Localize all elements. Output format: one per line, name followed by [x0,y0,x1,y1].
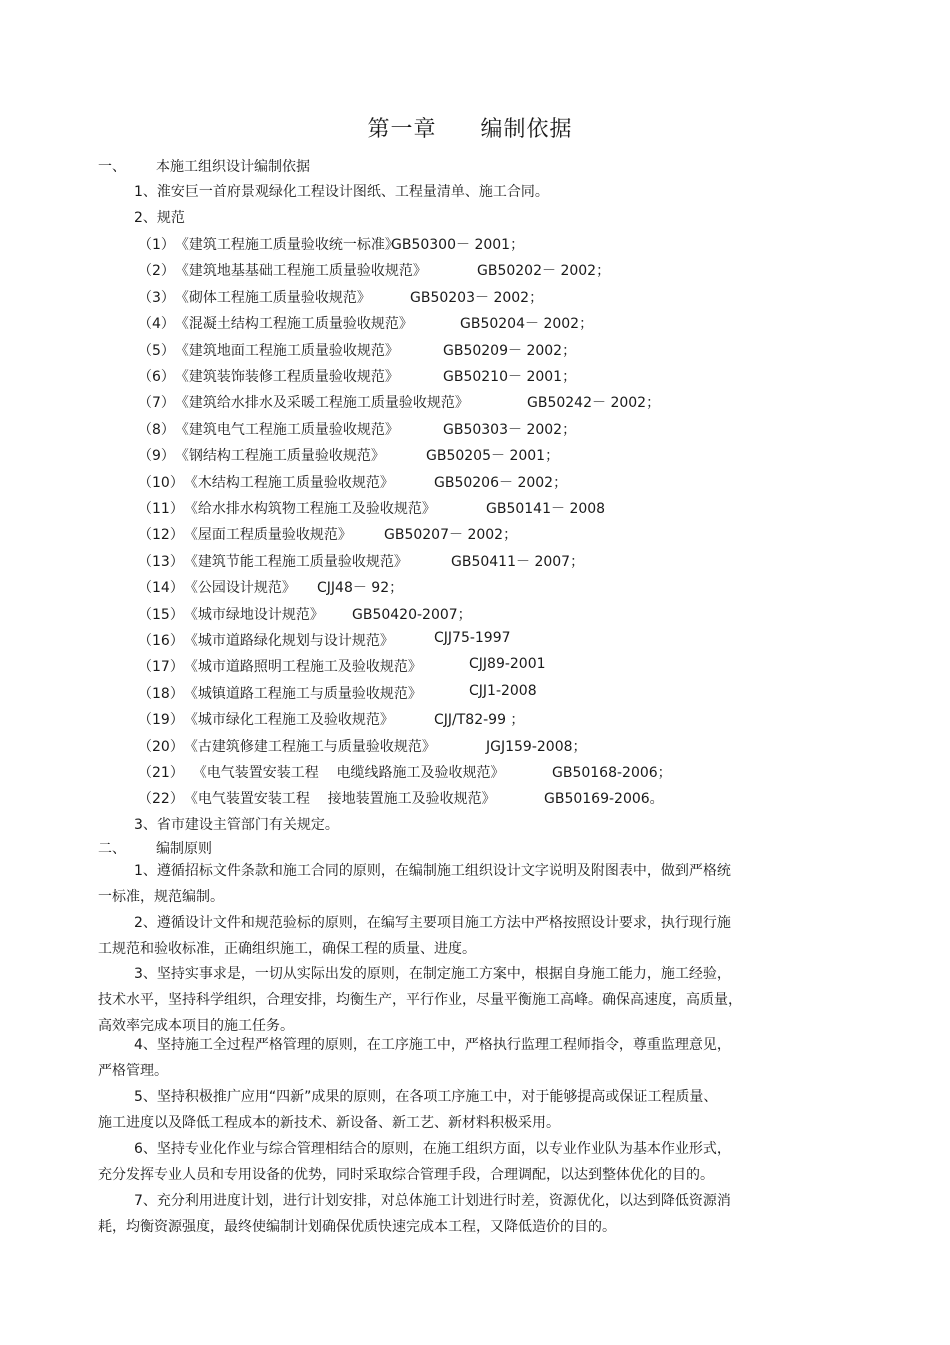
standard-name: 《古建筑修建工程施工与质量验收规范》 [183,738,436,755]
standard-index: （11） [138,501,184,517]
standard-item [138,366,577,386]
paragraph-line: 6、坚持专业化作业与综合管理相结合的原则，在施工组织方面，以专业作业队为基本作业形式， [134,1141,731,1157]
standard-index: （14） [138,580,184,597]
standard-item [138,656,546,676]
standard-item [138,551,585,571]
paragraph-line: 1、遵循招标文件条款和施工合同的原则，在编制施工组织设计文字说明及附图表中，做到严格统 [134,863,731,879]
standard-name: 《城市绿化工程施工及验收规范》 [183,712,394,729]
standard-code: GB50203－ 2002； [410,289,544,306]
standard-code: GB50300－ 2001； [391,237,525,253]
standard-name: 《城市绿地设计规范》 [183,606,324,623]
standard-index: （5） [138,342,175,359]
section-heading-2 [98,838,212,858]
standard-item [138,762,672,782]
standard-item [138,445,560,465]
standard-code: GB50206－ 2002； [434,474,568,491]
standard-index: （8） [138,421,175,438]
paragraph-line: 一标准，规范编制。 [98,889,224,905]
section-number: 一、 [98,159,126,175]
standard-item [138,736,587,756]
standard-name: 《城市道路绿化规划与设计规范》 [183,633,394,649]
standard-name: 《建筑给水排水及采暖工程施工质量验收规范》 [174,395,469,412]
standard-item [138,472,568,492]
standard-code: GB50420-2007； [352,606,472,623]
standard-code: GB50168-2006； [552,765,672,781]
standard-name: 《木结构工程施工质量验收规范》 [183,474,394,491]
standard-item [138,313,594,333]
standard-name: 《给水排水构筑物工程施工及验收规范》 [183,501,436,517]
standard-name: 《钢结构工程施工质量验收规范》 [174,448,385,465]
standard-index: （18） [138,685,184,702]
standard-name: 《混凝土结构工程施工质量验收规范》 [174,316,413,333]
paragraph-line: 高效率完成本项目的施工任务。 [98,1018,294,1034]
standard-code: CJJ75-1997 [434,630,511,646]
standard-item [138,498,606,518]
section-title: 本施工组织设计编制依据 [156,159,310,175]
principle-paragraph [98,858,778,910]
chapter-title [0,112,940,143]
standard-code: GB50141－ 2008 [486,501,606,517]
standard-index: （9） [138,448,175,465]
standard-item [138,340,577,360]
principle-paragraph [98,961,778,1039]
paragraph-line: 5、坚持积极推广应用“四新”成果的原则，在各项工序施工中，对于能够提高或保证工程质量、 [134,1089,718,1105]
standard-code: GB50207－ 2002； [384,527,518,544]
paragraph-line: 严格管理。 [98,1063,168,1079]
paragraph-line: 技术水平，坚持科学组织，合理安排，均衡生产，平行作业，尽量平衡施工高峰。确保高速度，高质量， [98,992,742,1008]
standard-name: 《建筑装饰装修工程质量验收规范》 [174,369,399,385]
paragraph-line: 施工进度以及降低工程成本的新技术、新设备、新工艺、新材料积极采用。 [98,1115,560,1131]
standard-name: 《公园设计规范》 [183,580,296,597]
standard-index: （13） [138,553,184,570]
standard-index: （2） [138,263,175,280]
standard-name: 《砌体工程施工质量验收规范》 [174,289,371,306]
standard-item [138,392,661,412]
standard-index: （22） [138,791,184,808]
standard-index: （7） [138,395,175,412]
paragraph-line: 工规范和验收标准，正确组织施工，确保工程的质量、进度。 [98,941,476,957]
standard-item [138,287,544,307]
standard-code: GB50210－ 2001； [443,369,577,385]
standard-index: （17） [138,659,184,676]
standard-name: 《建筑电气工程施工质量验收规范》 [174,421,399,438]
standard-item [138,234,525,254]
standard-name: 《建筑节能工程施工质量验收规范》 [183,553,408,570]
standard-item [138,524,518,544]
section-number: 二、 [98,841,126,857]
standard-item [138,709,525,729]
chapter-number: 第一章 [367,117,437,142]
standard-name: 《建筑地基基础工程施工质量验收规范》 [174,263,427,280]
standard-index: （12） [138,527,184,544]
standard-code: GB50303－ 2002； [443,421,577,438]
principle-paragraph [98,1136,778,1188]
chapter-name: 编制依据 [480,117,573,142]
standard-index: （3） [138,289,175,306]
standard-code: GB50242－ 2002； [527,395,661,412]
paragraph-line: 3、坚持实事求是，一切从实际出发的原则，在制定施工方案中，根据自身施工能力，施工经验， [134,966,731,982]
standard-item [138,630,511,650]
standard-code: CJJ/T82-99 ； [434,712,525,729]
standard-index: （6） [138,369,175,385]
standard-item [138,260,611,280]
principle-paragraph [98,1084,778,1136]
standard-name: 《建筑地面工程施工质量验收规范》 [174,342,399,359]
paragraph-line: 7、充分利用进度计划，进行计划安排，对总体施工计划进行时差，资源优化，以达到降低资源消 [134,1193,731,1209]
standard-index: （20） [138,738,184,755]
paragraph-line: 充分发挥专业人员和专用设备的优势，同时采取综合管理手段，合理调配，以达到整体优化的目的。 [98,1167,714,1183]
basis-item-3: 3、省市建设主管部门有关规定。 [134,817,339,833]
standard-index: （1） [138,237,175,253]
basis-item-2: 2、规范 [134,210,185,226]
principle-paragraph [98,1188,778,1240]
standard-code: JGJ159-2008； [486,738,587,755]
principle-paragraph [98,1032,778,1084]
standard-name: 《电气装置安装工程 接地装置施工及验收规范》 [183,791,496,808]
basis-item-1: 1、淮安巨一首府景观绿化工程设计图纸、工程量清单、施工合同。 [134,184,549,200]
standard-index: （19） [138,712,184,729]
standard-code: GB50204－ 2002； [460,316,594,333]
standard-name: 《建筑工程施工质量验收统一标准》 [174,237,399,253]
standard-item [138,577,404,597]
standard-index: （15） [138,606,184,623]
standard-name: 《电气装置安装工程 电缆线路施工及验收规范》 [183,765,505,781]
section-heading-1 [98,156,310,176]
paragraph-line: 2、遵循设计文件和规范验标的原则，在编写主要项目施工方法中严格按照设计要求，执行现行施 [134,915,731,931]
standard-code: GB50169-2006。 [544,791,664,808]
standard-name: 《城市道路照明工程施工及验收规范》 [183,659,422,676]
standard-item [138,788,664,808]
standard-index: （16） [138,633,184,649]
standard-item [138,604,472,624]
standard-code: GB50209－ 2002； [443,342,577,359]
standard-index: （21） [138,765,184,781]
standard-item [138,682,537,703]
standard-code: GB50205－ 2001； [426,448,560,465]
section-title: 编制原则 [156,841,212,857]
principle-paragraph [98,910,778,962]
standard-index: （4） [138,316,175,333]
paragraph-line: 耗，均衡资源强度，最终使编制计划确保优质快速完成本工程，又降低造价的目的。 [98,1219,616,1235]
paragraph-line: 4、坚持施工全过程严格管理的原则，在工序施工中，严格执行监理工程师指令，尊重监理意见， [134,1037,731,1053]
standard-name: 《城镇道路工程施工与质量验收规范》 [183,685,422,702]
standard-code: CJJ48－ 92； [317,580,404,597]
standard-item [138,419,577,439]
standard-code: CJJ1-2008 [469,682,537,699]
standard-code: GB50202－ 2002； [477,263,611,280]
standard-code: CJJ89-2001 [469,656,546,673]
standard-name: 《屋面工程质量验收规范》 [183,527,352,544]
standard-index: （10） [138,474,184,491]
standard-code: GB50411－ 2007； [451,553,585,570]
